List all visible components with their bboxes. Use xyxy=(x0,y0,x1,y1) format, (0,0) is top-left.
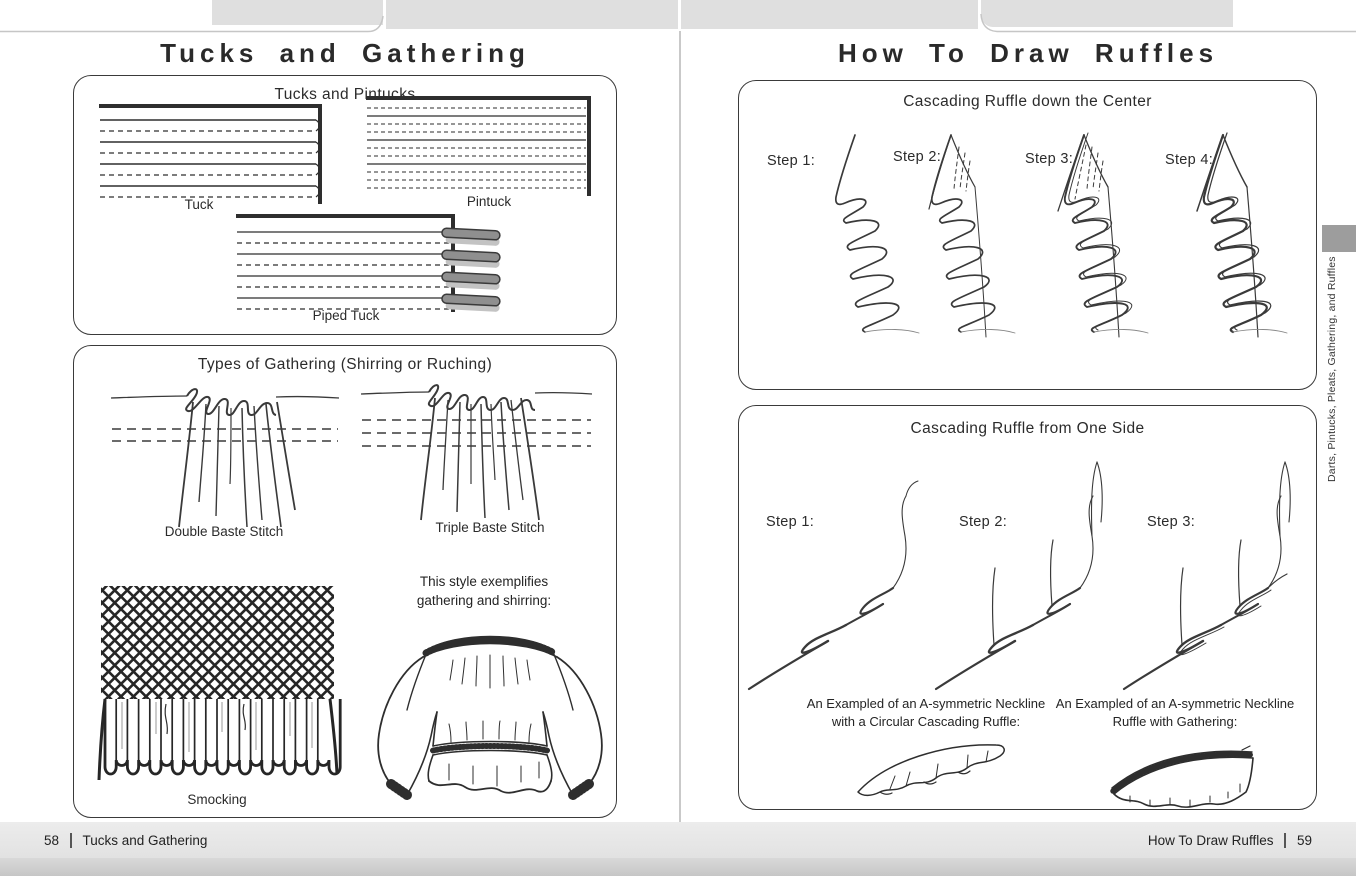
double-baste-diagram xyxy=(109,384,341,534)
cascade-center-panel xyxy=(738,80,1317,390)
smocking-label: Smocking xyxy=(187,792,247,807)
bottom-page-edge xyxy=(0,858,1356,876)
caption-circular-cascading xyxy=(781,695,1071,731)
chapter-tab-label: Darts, Pintucks, Pleats, Gathering, and Ruffles xyxy=(1326,256,1338,482)
cascade-center-panel-title: Cascading Ruffle down the Center xyxy=(903,93,1152,110)
footer-divider xyxy=(70,833,72,848)
triple-baste-label: Triple Baste Stitch xyxy=(435,520,545,535)
tuck-diagram xyxy=(96,102,324,204)
tucks-pintucks-panel-title: Tucks and Pintucks xyxy=(274,86,416,103)
caption-circular-line2: with a Circular Cascading Ruffle: xyxy=(831,714,1021,729)
step-label-1: Step 1: xyxy=(767,153,816,169)
side-step-label-1: Step 1: xyxy=(766,514,815,530)
caption-gathering-line2: Ruffle with Gathering: xyxy=(1112,714,1238,729)
piped-tuck-diagram xyxy=(234,212,506,312)
page-edge-line xyxy=(0,0,1356,36)
caption-circular-line1: An Exampled of an A-symmetric Neckline xyxy=(806,696,1046,711)
pintuck-label: Pintuck xyxy=(466,194,512,209)
triple-baste-diagram xyxy=(359,380,594,530)
left-page-footer xyxy=(44,822,207,858)
right-page-footer xyxy=(1148,822,1312,858)
page-gutter xyxy=(679,31,681,822)
chapter-tab xyxy=(1322,225,1356,252)
left-page-title: Tucks and Gathering xyxy=(160,38,530,68)
style-note-line1: This style exemplifies xyxy=(419,574,549,589)
caption-ruffle-gathering xyxy=(1030,695,1320,731)
piped-tuck-label: Piped Tuck xyxy=(312,308,380,323)
caption-gathering-line1: An Exampled of an A-symmetric Neckline xyxy=(1055,696,1295,711)
cascade-side-step2 xyxy=(931,456,1116,696)
step-label-3: Step 3: xyxy=(1025,151,1074,167)
right-page-title: How To Draw Ruffles xyxy=(837,38,1219,68)
style-note xyxy=(374,572,594,610)
gathered-blouse-drawing xyxy=(361,614,619,802)
step-label-4: Step 4: xyxy=(1165,152,1214,168)
gathering-panel xyxy=(73,345,617,818)
left-page-number: 58 xyxy=(44,832,60,848)
cascade-center-step4 xyxy=(1159,129,1294,359)
style-note-line2: gathering and shirring: xyxy=(416,593,552,608)
cascade-side-panel-title: Cascading Ruffle from One Side xyxy=(910,420,1145,437)
footer-divider xyxy=(1284,833,1286,848)
side-step-label-3: Step 3: xyxy=(1147,514,1196,530)
circular-cascading-ruffle-drawing xyxy=(846,734,1016,809)
side-step-label-2: Step 2: xyxy=(959,514,1008,530)
tucks-pintucks-panel xyxy=(73,75,617,335)
gathering-panel-title: Types of Gathering (Shirring or Ruching) xyxy=(197,356,493,373)
right-page-number: 59 xyxy=(1296,832,1312,848)
gathered-neckline-ruffle-drawing xyxy=(1106,736,1261,808)
step-label-2: Step 2: xyxy=(893,149,942,165)
cascade-side-step1 xyxy=(744,456,929,696)
smocking-diagram xyxy=(96,584,339,792)
right-footer-title: How To Draw Ruffles xyxy=(1147,832,1274,848)
pintuck-diagram xyxy=(364,94,592,196)
cascade-side-panel xyxy=(738,405,1317,810)
cascade-side-step3 xyxy=(1119,456,1304,696)
left-footer-title: Tucks and Gathering xyxy=(82,832,208,848)
footer-band xyxy=(0,822,1356,858)
double-baste-label: Double Baste Stitch xyxy=(164,524,284,539)
cascade-center-step2 xyxy=(887,129,1022,359)
tuck-label: Tuck xyxy=(184,197,214,212)
cascade-center-step3 xyxy=(1020,129,1155,359)
